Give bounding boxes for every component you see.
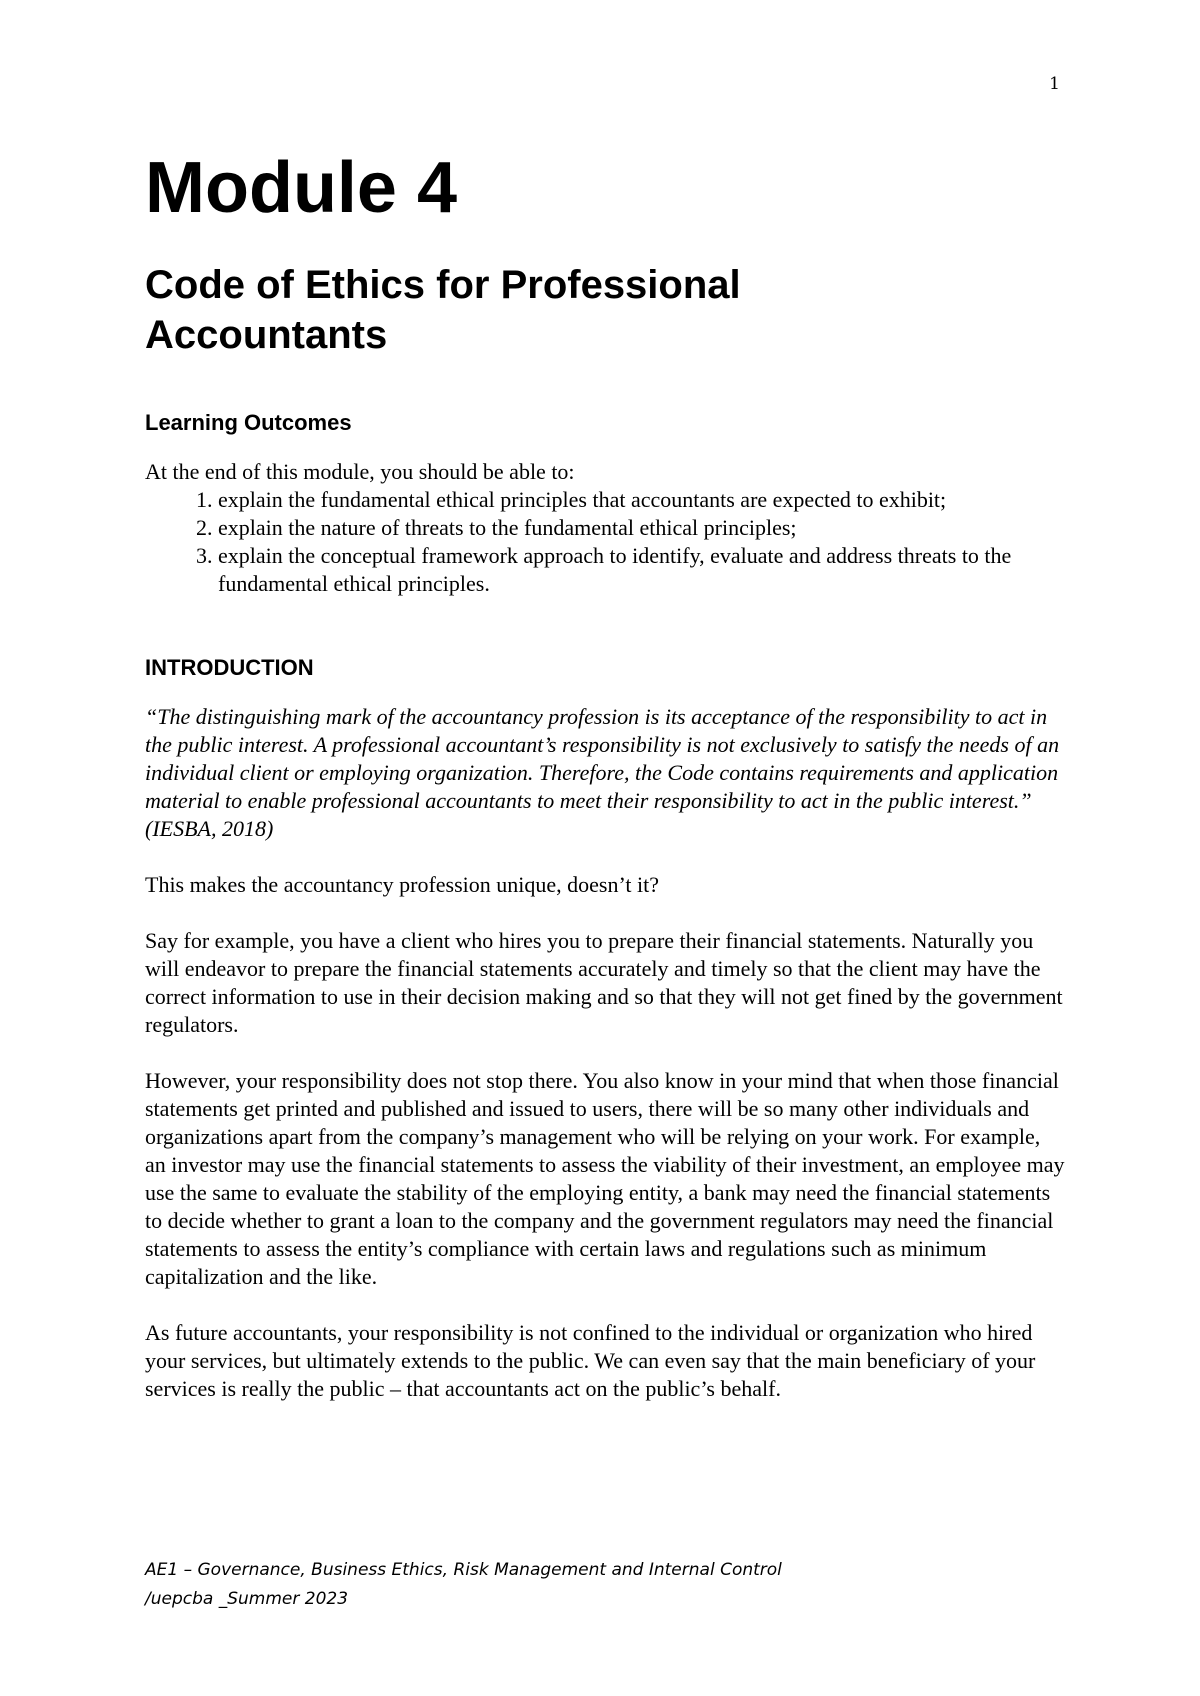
module-title: Module 4	[145, 148, 458, 228]
body-paragraph: This makes the accountancy profession unique, doesn’t it?	[145, 872, 660, 897]
footer-term: /uepcba _Summer 2023	[145, 1589, 349, 1609]
module-subtitle: Code of Ethics for Professional Accountants	[145, 263, 741, 357]
body-paragraph: As future accountants, your responsibility is not confined to the individual or organization who hired your services, but ultimately extends to the public. We can even say that the main beneficiary of your services is really the public – that accountants act on the public’s behalf.	[145, 1320, 1036, 1401]
learning-outcome-item: 2. explain the nature of threats to the fundamental ethical principles;	[218, 514, 1065, 542]
learning-outcomes-heading: Learning Outcomes	[145, 410, 352, 435]
footer-course-title: AE1 – Governance, Business Ethics, Risk Management and Internal Control	[145, 1560, 782, 1580]
page-footer	[145, 1556, 782, 1614]
body-paragraph: Say for example, you have a client who hires you to prepare their financial statements. Naturally you will endeavor to prepare the financial statements accurately and timely so that the client may have the correct information to use in their decision making and so that they will not get fined by the government regulators.	[145, 928, 1063, 1037]
learning-outcomes-intro: At the end of this module, you should be able to:	[145, 459, 575, 484]
learning-outcomes-list	[145, 486, 1065, 598]
body-paragraph: However, your responsibility does not stop there. You also know in your mind that when those financial statements get printed and published and issued to users, there will be so many other individuals and organizations apart from the company’s management who will be relying on your work. For example, an investor may use the financial statements to assess the viability of their investment, an employee may use the same to evaluate the stability of the employing entity, a bank may need the financial statements to decide whether to grant a loan to the company and the government regulators may need the financial statements to assess the entity’s compliance with certain laws and regulations such as minimum capitalization and the like.	[145, 1068, 1065, 1289]
learning-outcome-item: 1. explain the fundamental ethical principles that accountants are expected to exhibit;	[218, 486, 1065, 514]
iesba-quote: “The distinguishing mark of the accountancy profession is its acceptance of the responsibility to act in the public interest. A professional accountant’s responsibility is not exclusively to satisfy the needs of an individual client or employing organization. Therefore, the Code contains requirements and application material to enable professional accountants to meet their responsibility to act in the public interest.” (IESBA, 2018)	[145, 704, 1060, 841]
page-number: 1	[1049, 74, 1060, 94]
document-body	[145, 148, 1065, 1403]
learning-outcome-item: 3. explain the conceptual framework approach to identify, evaluate and address threats to the fundamental ethical principles.	[218, 542, 1065, 598]
introduction-heading: INTRODUCTION	[145, 655, 314, 680]
